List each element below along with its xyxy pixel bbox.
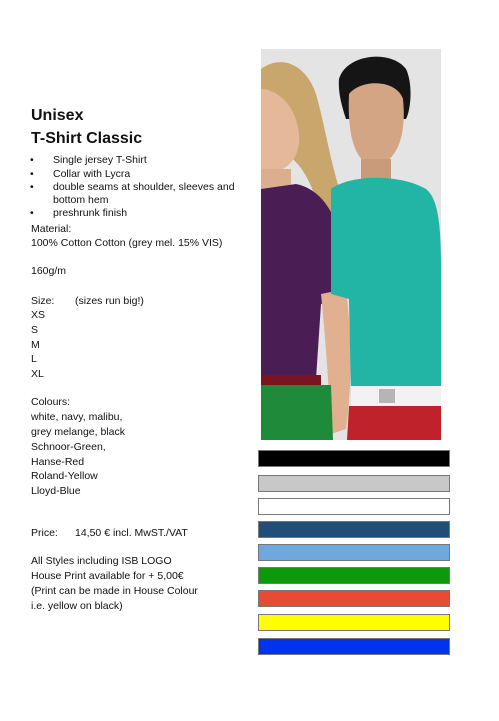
bullet-icon: •: [30, 207, 34, 219]
colour-swatch-navy: [258, 521, 450, 538]
colour-swatch-red: [258, 590, 450, 607]
feature-text: preshrunk finish: [53, 207, 128, 219]
feature-text: Single jersey T-Shirt: [53, 154, 147, 166]
colour-swatch-grey: [258, 475, 450, 492]
colour-line: white, navy, malibu,: [31, 411, 123, 423]
feature-item: [30, 168, 255, 181]
colour-line: grey melange, black: [31, 426, 125, 438]
size-item-xl: XL: [31, 368, 44, 380]
feature-text: double seams at shoulder, sleeves and bottom hem: [53, 181, 235, 206]
material-label: Material:: [31, 223, 72, 235]
price-value: 14,50 € incl. MwST./VAT: [75, 527, 188, 539]
feature-item: [30, 181, 253, 206]
colour-swatch-black: [258, 450, 450, 467]
product-title-unisex: Unisex: [31, 107, 84, 124]
colours-label: Colours:: [31, 396, 71, 408]
size-item-m: M: [31, 339, 40, 351]
models-illustration: [261, 49, 441, 440]
feature-text: Collar with Lycra: [53, 167, 131, 180]
size-note: (sizes run big!): [75, 295, 144, 307]
feature-list: [30, 154, 255, 221]
colour-line: Hanse-Red: [31, 456, 85, 468]
note-line: (Print can be made in House Colour: [31, 585, 198, 597]
colour-swatch-white: [258, 498, 450, 515]
note-line: i.e. yellow on black): [31, 600, 123, 612]
colour-swatch-yellow: [258, 614, 450, 631]
bullet-icon: •: [30, 154, 34, 166]
bullet-icon: •: [30, 181, 34, 193]
price-label: Price:: [31, 527, 58, 539]
product-photo: [261, 49, 441, 440]
bullet-icon: •: [30, 167, 34, 180]
colour-line: Schnoor-Green,: [31, 441, 106, 453]
colour-line: Lloyd-Blue: [31, 485, 81, 497]
size-label: Size:: [31, 295, 55, 307]
colour-swatch-green: [258, 567, 450, 584]
feature-item: [30, 154, 255, 167]
note-line: House Print available for + 5,00€: [31, 570, 184, 582]
size-item-l: L: [31, 353, 37, 365]
note-line: All Styles including ISB LOGO: [31, 555, 172, 567]
product-title: T-Shirt Classic: [31, 130, 143, 147]
colour-swatch-malibu: [258, 544, 450, 561]
size-item-xs: XS: [31, 309, 46, 321]
material-value: 100% Cotton Cotton (grey mel. 15% VIS): [31, 237, 223, 249]
feature-item: [30, 207, 255, 220]
weight-value: 160g/m: [31, 265, 67, 277]
size-item-s: S: [31, 324, 39, 336]
colour-swatch-blue: [258, 638, 450, 655]
colour-line: Roland-Yellow: [31, 470, 98, 482]
